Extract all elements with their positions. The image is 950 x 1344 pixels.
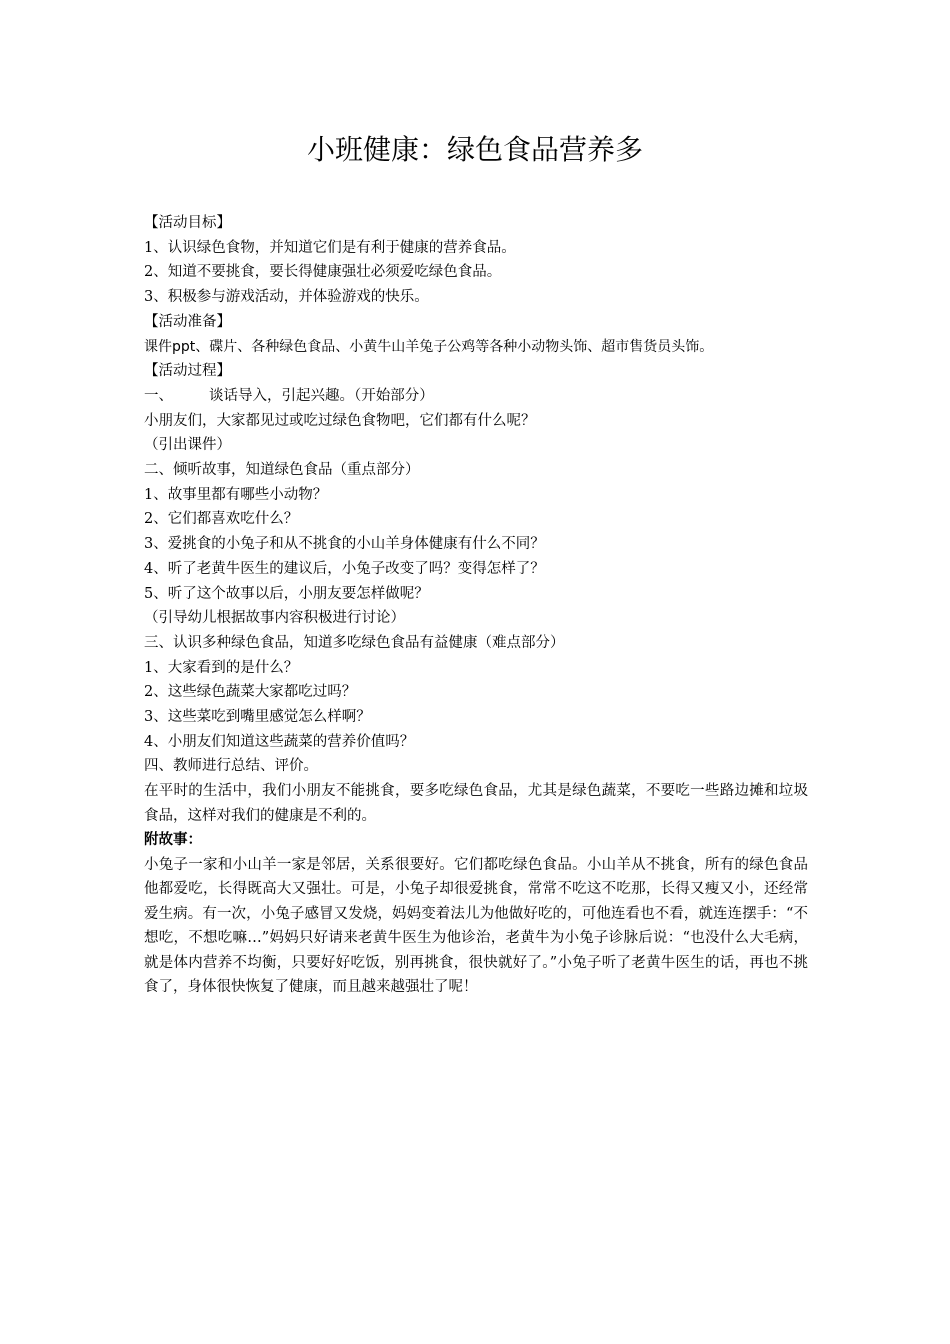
prep-text: 课件ppt、碟片、各种绿色食品、小黄牛山羊兔子公鸡等各种小动物头饰、超市售货员头饰。	[144, 338, 714, 355]
step3-item: 3、这些菜吃到嘴里感觉怎么样啊？	[144, 709, 371, 726]
step2-item: 3、爱挑食的小兔子和从不挑食的小山羊身体健康有什么不同？	[144, 536, 545, 553]
goal-item: 2、知道不要挑食，要长得健康强壮必须爱吃绿色食品。	[144, 264, 502, 281]
process-header: 【活动过程】	[144, 363, 231, 380]
step1-note: （引出课件）	[144, 437, 231, 454]
document-body	[144, 211, 808, 1000]
prep-header: 【活动准备】	[144, 313, 231, 330]
step3-item: 1、大家看到的是什么？	[144, 659, 299, 676]
step3-title: 三、认识多种绿色食品，知道多吃绿色食品有益健康（难点部分）	[144, 634, 565, 651]
goal-item: 3、积极参与游戏活动，并体验游戏的快乐。	[144, 289, 429, 306]
step2-title: 二、倾听故事，知道绿色食品（重点部分）	[144, 462, 420, 479]
step1-line	[144, 384, 808, 409]
step3-item: 4、小朋友们知道这些蔬菜的营养价值吗？	[144, 733, 415, 750]
step1-text: 谈话导入，引起兴趣。（开始部分）	[209, 387, 434, 404]
step1-question: 小朋友们，大家都见过或吃过绿色食物吧，它们都有什么呢？	[144, 412, 536, 429]
step2-item: 1、故事里都有哪些小动物？	[144, 486, 328, 503]
step4-title: 四、教师进行总结、评价。	[144, 758, 318, 775]
goal-header: 【活动目标】	[144, 215, 231, 231]
goal-item: 1、认识绿色食物，并知道它们是有利于健康的营养食品。	[144, 239, 516, 256]
step3-item: 2、这些绿色蔬菜大家都吃过吗？	[144, 684, 357, 701]
step2-item: 2、它们都喜欢吃什么？	[144, 511, 299, 528]
page-title: 小班健康：绿色食品营养多	[306, 133, 643, 166]
step2-item: 5、听了这个故事以后，小朋友要怎样做呢？	[144, 585, 429, 602]
step2-item: 4、听了老黄牛医生的建议后，小兔子改变了吗？变得怎样了？	[144, 560, 545, 577]
step2-note: （引导幼儿根据故事内容积极进行讨论）	[144, 610, 405, 627]
summary-paragraph: 在平时的生活中，我们小朋友不能挑食，要多吃绿色食品，尤其是绿色蔬菜，不要吃一些路边摊和垃圾食品，这样对我们的健康是不利的。	[144, 783, 808, 824]
step1-number: 一、	[144, 387, 173, 404]
story-header: 附故事：	[144, 831, 202, 849]
story-paragraph: 小兔子一家和小山羊一家是邻居，关系很要好。它们都吃绿色食品。小山羊从不挑食，所有的绿色食品他都爱吃，长得既高大又强壮。可是，小兔子却很爱挑食，常常不吃这不吃那，长得又瘦又小，还经常爱生病。有一次，小兔子感冒又发烧，妈妈变着法儿为他做好吃的，可他连看也不看，就连连摆手：“不想吃，不想吃嘛…”妈妈只好请来老黄牛医生为他诊治，老黄牛为小兔子诊脉后说：“也没什么大毛病，就是体内营养不均衡，只要好好吃饭，别再挑食，很快就好了。”小兔子听了老黄牛医生的话，再也不挑食了，身体很快恢复了健康，而且越来越强壮了呢！	[144, 856, 808, 996]
